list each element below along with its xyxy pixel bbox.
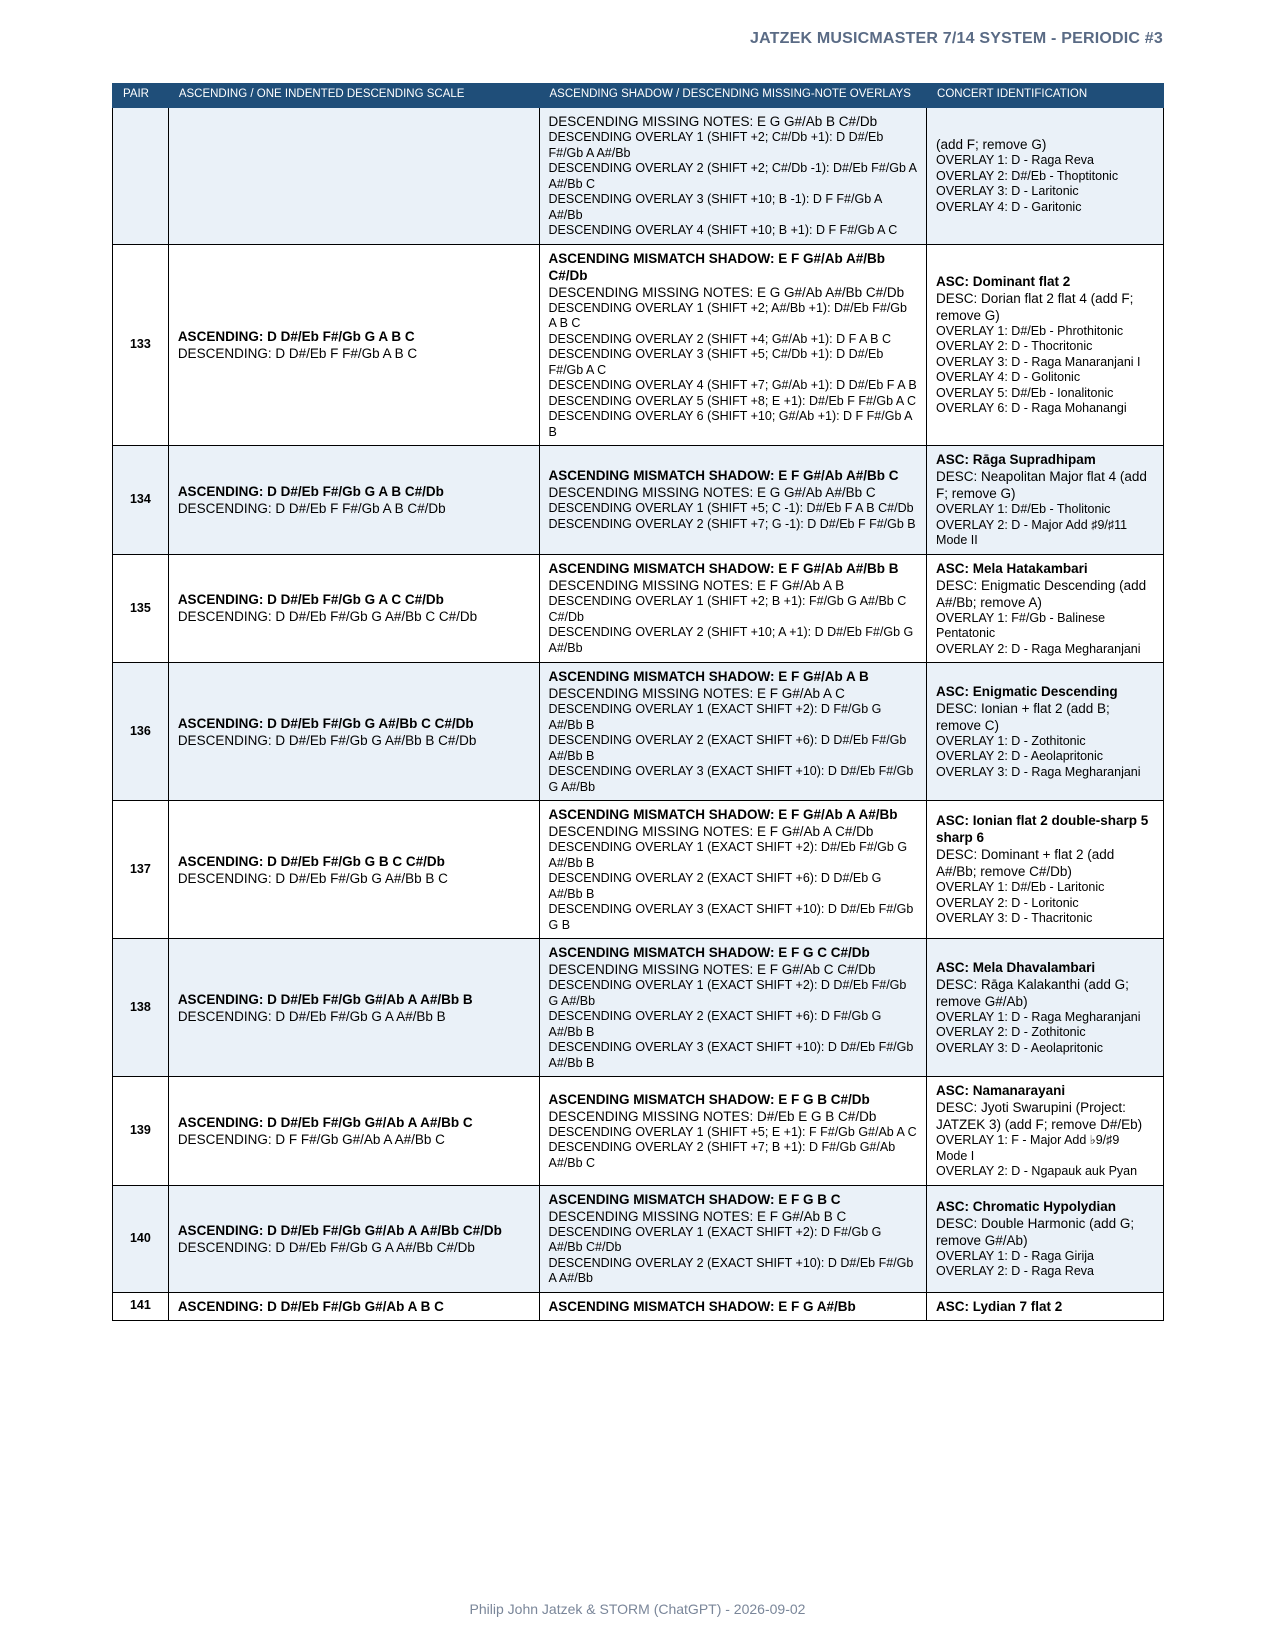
col-header-pair: PAIR — [113, 84, 169, 108]
concert-ascending: ASC: Mela Hatakambari — [936, 560, 1088, 576]
descending-overlay: DESCENDING OVERLAY 2 (SHIFT +7; B +1): D F#/Gb G#/Ab A#/Bb C — [548, 1140, 896, 1170]
concert-overlay: OVERLAY 4: D - Golitonic — [936, 370, 1081, 385]
table-body — [113, 108, 1164, 1321]
shadow-overlay-cell — [539, 446, 927, 555]
scale-cell — [168, 108, 539, 245]
ascending-scale: ASCENDING: D D#/Eb F#/Gb G#/Ab A A#/Bb B — [177, 991, 473, 1007]
concert-overlay: OVERLAY 1: D - Raga Girija — [936, 1248, 1094, 1263]
scale-cell — [168, 1185, 539, 1292]
pair-number-cell: 140 — [113, 1185, 169, 1292]
descending-overlay: DESCENDING OVERLAY 2 (EXACT SHIFT +10): D D#/Eb F#/Gb A A#/Bb — [548, 1255, 914, 1285]
table-row — [113, 1292, 1164, 1320]
descending-missing-notes: DESCENDING MISSING NOTES: E F G#/Ab A B — [548, 578, 845, 594]
col-header-ascending: ASCENDING / ONE INDENTED DESCENDING SCALE — [168, 84, 539, 108]
descending-overlay: DESCENDING OVERLAY 2 (SHIFT +7; G -1): D D#/Eb F F#/Gb B — [548, 516, 916, 531]
concert-descending: DESC: Rāga Kalakanthi (add G; remove G#/Ab) — [936, 976, 1129, 1009]
ascending-scale: ASCENDING: D D#/Eb F#/Gb G#/Ab A A#/Bb C — [177, 1114, 473, 1130]
periodic-table — [112, 83, 1164, 1321]
descending-missing-notes: DESCENDING MISSING NOTES: E F G#/Ab B C — [548, 1208, 847, 1224]
pair-number-cell — [113, 108, 169, 245]
concert-overlay: OVERLAY 1: D#/Eb - Laritonic — [936, 880, 1105, 895]
descending-missing-notes: DESCENDING MISSING NOTES: E F G#/Ab A C — [548, 686, 845, 701]
ascending-scale: ASCENDING: D D#/Eb F#/Gb G A C C#/Db — [177, 592, 444, 608]
concert-descending: DESC: Double Harmonic (add G; remove G#/Ab) — [936, 1215, 1135, 1248]
table-row — [113, 663, 1164, 801]
ascending-scale: ASCENDING: D D#/Eb F#/Gb G#/Ab A B C — [177, 1298, 444, 1314]
shadow-overlay-cell — [539, 1292, 927, 1320]
concert-overlay: OVERLAY 1: D#/Eb - Tholitonic — [936, 502, 1111, 516]
concert-ascending: ASC: Namanarayani — [936, 1083, 1066, 1098]
col-header-shadow: ASCENDING SHADOW / DESCENDING MISSING-NOTE OVERLAYS — [539, 84, 927, 108]
descending-overlay: DESCENDING OVERLAY 3 (EXACT SHIFT +10): D D#/Eb F#/Gb G B — [548, 902, 914, 932]
pair-number-cell: 139 — [113, 1077, 169, 1186]
descending-overlay: DESCENDING OVERLAY 2 (EXACT SHIFT +6): D D#/Eb G A#/Bb B — [548, 871, 882, 901]
pair-number-cell: 136 — [113, 663, 169, 801]
table-row — [113, 108, 1164, 245]
table-row — [113, 446, 1164, 555]
descending-overlay: DESCENDING OVERLAY 6 (SHIFT +10; G#/Ab +1): D F F#/Gb A B — [548, 409, 912, 439]
page-footer: Philip John Jatzek & STORM (ChatGPT) - 2026-09-02 — [469, 1601, 806, 1617]
concert-overlay: OVERLAY 1: D - Raga Reva — [936, 153, 1094, 168]
concert-identification-cell — [927, 244, 1164, 446]
ascending-scale: ASCENDING: D D#/Eb F#/Gb G A B C — [177, 328, 415, 344]
concert-overlay: OVERLAY 1: D#/Eb - Phrothitonic — [936, 323, 1124, 338]
descending-overlay: DESCENDING OVERLAY 2 (EXACT SHIFT +6): D D#/Eb F#/Gb A#/Bb B — [548, 733, 907, 763]
descending-overlay: DESCENDING OVERLAY 3 (EXACT SHIFT +10): D D#/Eb F#/Gb A#/Bb B — [548, 1040, 914, 1070]
descending-overlay: DESCENDING OVERLAY 2 (SHIFT +10; A +1): D D#/Eb F#/Gb G A#/Bb — [548, 625, 914, 655]
ascending-mismatch-shadow: ASCENDING MISMATCH SHADOW: E F G#/Ab A B — [548, 669, 869, 684]
ascending-mismatch-shadow: ASCENDING MISMATCH SHADOW: E F G#/Ab A#/Bb B — [548, 561, 899, 577]
ascending-scale: ASCENDING: D D#/Eb F#/Gb G#/Ab A A#/Bb C#/Db — [177, 1222, 502, 1238]
descending-missing-notes: DESCENDING MISSING NOTES: E F G#/Ab C C#/Db — [548, 962, 876, 977]
descending-scale: DESCENDING: D D#/Eb F F#/Gb A B C — [177, 345, 418, 361]
concert-identification-cell — [927, 1292, 1164, 1320]
ascending-mismatch-shadow: ASCENDING MISMATCH SHADOW: E F G A#/Bb — [548, 1298, 856, 1314]
ascending-scale: ASCENDING: D D#/Eb F#/Gb G A#/Bb C C#/Db — [177, 715, 474, 731]
descending-missing-notes: DESCENDING MISSING NOTES: D#/Eb E G B C#/Db — [548, 1108, 877, 1124]
ascending-mismatch-shadow: ASCENDING MISMATCH SHADOW: E F G C C#/Db — [548, 945, 870, 960]
concert-descending: DESC: Ionian + flat 2 (add B; remove C) — [936, 700, 1110, 733]
scale-cell — [168, 244, 539, 446]
concert-overlay: OVERLAY 2: D - Thocritonic — [936, 339, 1093, 354]
concert-ascending: ASC: Chromatic Hypolydian — [936, 1198, 1117, 1214]
scale-cell — [168, 801, 539, 939]
concert-overlay: OVERLAY 1: F - Major Add ♭9/♯9 Mode I — [936, 1133, 1120, 1163]
descending-overlay: DESCENDING OVERLAY 5 (SHIFT +8; E +1): D#/Eb F F#/Gb A C — [548, 393, 916, 408]
concert-identification-cell — [927, 663, 1164, 801]
scale-cell — [168, 554, 539, 663]
concert-overlay: OVERLAY 2: D - Ngapauk auk Pyan — [936, 1164, 1138, 1178]
concert-identification-cell — [927, 801, 1164, 939]
concert-identification-cell — [927, 108, 1164, 245]
concert-identification-cell — [927, 554, 1164, 663]
descending-scale: DESCENDING: D D#/Eb F#/Gb G A A#/Bb C#/Db — [177, 1239, 475, 1255]
concert-ascending: ASC: Ionian flat 2 double-sharp 5 sharp 6 — [936, 813, 1149, 846]
concert-descending: DESC: Jyoti Swarupini (Project: JATZEK 3) (add F; remove D#/Eb) — [936, 1100, 1143, 1132]
scale-cell — [168, 1292, 539, 1320]
concert-overlay: OVERLAY 3: D - Raga Megharanjani — [936, 764, 1141, 779]
descending-overlay: DESCENDING OVERLAY 1 (EXACT SHIFT +2): D#/Eb F#/Gb G A#/Bb B — [548, 840, 908, 870]
concert-ascending: ASC: Enigmatic Descending — [936, 683, 1118, 699]
descending-overlay: DESCENDING OVERLAY 1 (EXACT SHIFT +2): D F#/Gb G A#/Bb B — [548, 702, 882, 732]
ascending-scale: ASCENDING: D D#/Eb F#/Gb G B C C#/Db — [177, 853, 445, 869]
descending-overlay: DESCENDING OVERLAY 1 (SHIFT +2; C#/Db +1): D D#/Eb F#/Gb A A#/Bb — [548, 130, 884, 160]
descending-overlay: DESCENDING OVERLAY 4 (SHIFT +10; B +1): D F F#/Gb A C — [548, 223, 898, 237]
shadow-overlay-cell — [539, 939, 927, 1077]
shadow-overlay-cell — [539, 108, 927, 245]
table-row — [113, 554, 1164, 663]
scale-cell — [168, 446, 539, 555]
descending-missing-notes: DESCENDING MISSING NOTES: E G G#/Ab B C#/Db — [548, 114, 878, 129]
table-row — [113, 801, 1164, 939]
descending-scale: DESCENDING: D F F#/Gb G#/Ab A A#/Bb C — [177, 1131, 445, 1147]
shadow-overlay-cell — [539, 1077, 927, 1186]
pair-number-cell: 137 — [113, 801, 169, 939]
concert-ascending: ASC: Dominant flat 2 — [936, 273, 1071, 289]
concert-overlay: OVERLAY 1: D - Raga Megharanjani — [936, 1009, 1141, 1024]
concert-overlay: OVERLAY 2: D - Raga Megharanjani — [936, 641, 1141, 656]
concert-overlay: OVERLAY 5: D#/Eb - Ionalitonic — [936, 385, 1114, 400]
concert-ascending: ASC: Lydian 7 flat 2 — [936, 1298, 1063, 1314]
pair-number-cell: 135 — [113, 554, 169, 663]
descending-overlay: DESCENDING OVERLAY 1 (EXACT SHIFT +2): D D#/Eb F#/Gb G A#/Bb — [548, 978, 907, 1008]
ascending-mismatch-shadow: ASCENDING MISMATCH SHADOW: E F G#/Ab A#/Bb C — [548, 468, 899, 484]
pair-number-cell: 141 — [113, 1292, 169, 1320]
concert-identification-cell — [927, 1077, 1164, 1186]
descending-overlay: DESCENDING OVERLAY 1 (SHIFT +2; B +1): F#/Gb G A#/Bb C C#/Db — [548, 594, 907, 624]
concert-descending: DESC: Neapolitan Major flat 4 (add F; remove G) — [936, 469, 1147, 501]
descending-scale: DESCENDING: D D#/Eb F#/Gb G A A#/Bb B — [177, 1008, 446, 1024]
ascending-mismatch-shadow: ASCENDING MISMATCH SHADOW: E F G B C#/Db — [548, 1091, 870, 1107]
ascending-mismatch-shadow: ASCENDING MISMATCH SHADOW: E F G#/Ab A A#/Bb — [548, 807, 898, 822]
scale-cell — [168, 1077, 539, 1186]
concert-overlay: OVERLAY 3: D - Laritonic — [936, 184, 1079, 199]
descending-scale: DESCENDING: D D#/Eb F#/Gb G A#/Bb C C#/Db — [177, 609, 478, 625]
page-header-title: JATZEK MUSICMASTER 7/14 SYSTEM - PERIODIC #3 — [749, 30, 1163, 47]
descending-missing-notes: DESCENDING MISSING NOTES: E G G#/Ab A#/Bb C#/Db — [548, 284, 905, 300]
descending-scale: DESCENDING: D D#/Eb F#/Gb G A#/Bb B C#/Db — [177, 732, 477, 748]
concert-overlay: OVERLAY 2: D - Zothitonic — [936, 1025, 1086, 1040]
ascending-scale: ASCENDING: D D#/Eb F#/Gb G A B C#/Db — [177, 483, 444, 499]
pair-number-cell: 138 — [113, 939, 169, 1077]
scale-cell — [168, 663, 539, 801]
concert-ascending: ASC: Rāga Supradhipam — [936, 452, 1096, 467]
concert-identification-cell — [927, 1185, 1164, 1292]
shadow-overlay-cell — [539, 1185, 927, 1292]
concert-overlay: OVERLAY 4: D - Garitonic — [936, 199, 1082, 214]
concert-overlay: OVERLAY 3: D - Thacritonic — [936, 911, 1093, 926]
descending-overlay: DESCENDING OVERLAY 3 (SHIFT +5; C#/Db +1): D D#/Eb F#/Gb A C — [548, 347, 884, 377]
concert-descending: (add F; remove G) — [936, 137, 1047, 153]
descending-overlay: DESCENDING OVERLAY 4 (SHIFT +7; G#/Ab +1): D D#/Eb F A B — [548, 378, 917, 392]
descending-overlay: DESCENDING OVERLAY 1 (EXACT SHIFT +2): D F#/Gb G A#/Bb C#/Db — [548, 1224, 882, 1254]
concert-identification-cell — [927, 939, 1164, 1077]
descending-overlay: DESCENDING OVERLAY 1 (SHIFT +2; A#/Bb +1): D#/Eb F#/Gb A B C — [548, 300, 907, 330]
concert-overlay: OVERLAY 6: D - Raga Mohanangi — [936, 401, 1127, 416]
table-row — [113, 244, 1164, 446]
concert-overlay: OVERLAY 2: D#/Eb - Thoptitonic — [936, 168, 1119, 183]
ascending-mismatch-shadow: ASCENDING MISMATCH SHADOW: E F G B C — [548, 1191, 841, 1207]
concert-identification-cell — [927, 446, 1164, 555]
descending-overlay: DESCENDING OVERLAY 3 (EXACT SHIFT +10): D D#/Eb F#/Gb G A#/Bb — [548, 764, 914, 794]
shadow-overlay-cell — [539, 801, 927, 939]
concert-overlay: OVERLAY 3: D - Aeolapritonic — [936, 1040, 1104, 1055]
concert-overlay: OVERLAY 1: F#/Gb - Balinese Pentatonic — [936, 610, 1106, 640]
shadow-overlay-cell — [539, 554, 927, 663]
col-header-concert: CONCERT IDENTIFICATION — [927, 84, 1164, 108]
pair-number-cell: 133 — [113, 244, 169, 446]
concert-descending: DESC: Dorian flat 2 flat 4 (add F; remove G) — [936, 290, 1134, 323]
shadow-overlay-cell — [539, 663, 927, 801]
concert-overlay: OVERLAY 2: D - Aeolapritonic — [936, 749, 1104, 764]
descending-overlay: DESCENDING OVERLAY 2 (EXACT SHIFT +6): D F#/Gb G A#/Bb B — [548, 1009, 882, 1039]
descending-overlay: DESCENDING OVERLAY 2 (SHIFT +2; C#/Db -1): D#/Eb F#/Gb A A#/Bb C — [548, 161, 917, 191]
descending-missing-notes: DESCENDING MISSING NOTES: E G G#/Ab A#/Bb C — [548, 485, 876, 501]
header-row — [113, 84, 1164, 108]
concert-descending: DESC: Enigmatic Descending (add A#/Bb; remove A) — [936, 577, 1147, 610]
shadow-overlay-cell — [539, 244, 927, 446]
descending-overlay: DESCENDING OVERLAY 3 (SHIFT +10; B -1): D F F#/Gb A A#/Bb — [548, 192, 882, 222]
concert-overlay: OVERLAY 1: D - Zothitonic — [936, 733, 1086, 748]
table-row — [113, 1077, 1164, 1186]
ascending-mismatch-shadow: ASCENDING MISMATCH SHADOW: E F G#/Ab A#/Bb C#/Db — [548, 250, 886, 283]
concert-overlay: OVERLAY 3: D - Raga Manaranjani I — [936, 354, 1141, 369]
table-row — [113, 1185, 1164, 1292]
descending-overlay: DESCENDING OVERLAY 1 (SHIFT +5; C -1): D#/Eb F A B C#/Db — [548, 501, 914, 516]
descending-overlay: DESCENDING OVERLAY 2 (SHIFT +4; G#/Ab +1): D F A B C — [548, 331, 891, 346]
pair-number-cell: 134 — [113, 446, 169, 555]
concert-overlay: OVERLAY 2: D - Major Add ♯9/♯11 Mode II — [936, 517, 1128, 547]
descending-overlay: DESCENDING OVERLAY 1 (SHIFT +5; E +1): F F#/Gb G#/Ab A C — [548, 1124, 917, 1139]
descending-missing-notes: DESCENDING MISSING NOTES: E F G#/Ab A C#/Db — [548, 824, 874, 839]
table-header — [113, 84, 1164, 108]
descending-scale: DESCENDING: D D#/Eb F#/Gb G A#/Bb B C — [177, 870, 448, 886]
table-row — [113, 939, 1164, 1077]
concert-overlay: OVERLAY 2: D - Raga Reva — [936, 1264, 1094, 1278]
concert-descending: DESC: Dominant + flat 2 (add A#/Bb; remove C#/Db) — [936, 847, 1115, 880]
concert-overlay: OVERLAY 2: D - Loritonic — [936, 895, 1079, 910]
scale-cell — [168, 939, 539, 1077]
concert-ascending: ASC: Mela Dhavalambari — [936, 959, 1096, 975]
descending-scale: DESCENDING: D D#/Eb F F#/Gb A B C#/Db — [177, 500, 446, 516]
